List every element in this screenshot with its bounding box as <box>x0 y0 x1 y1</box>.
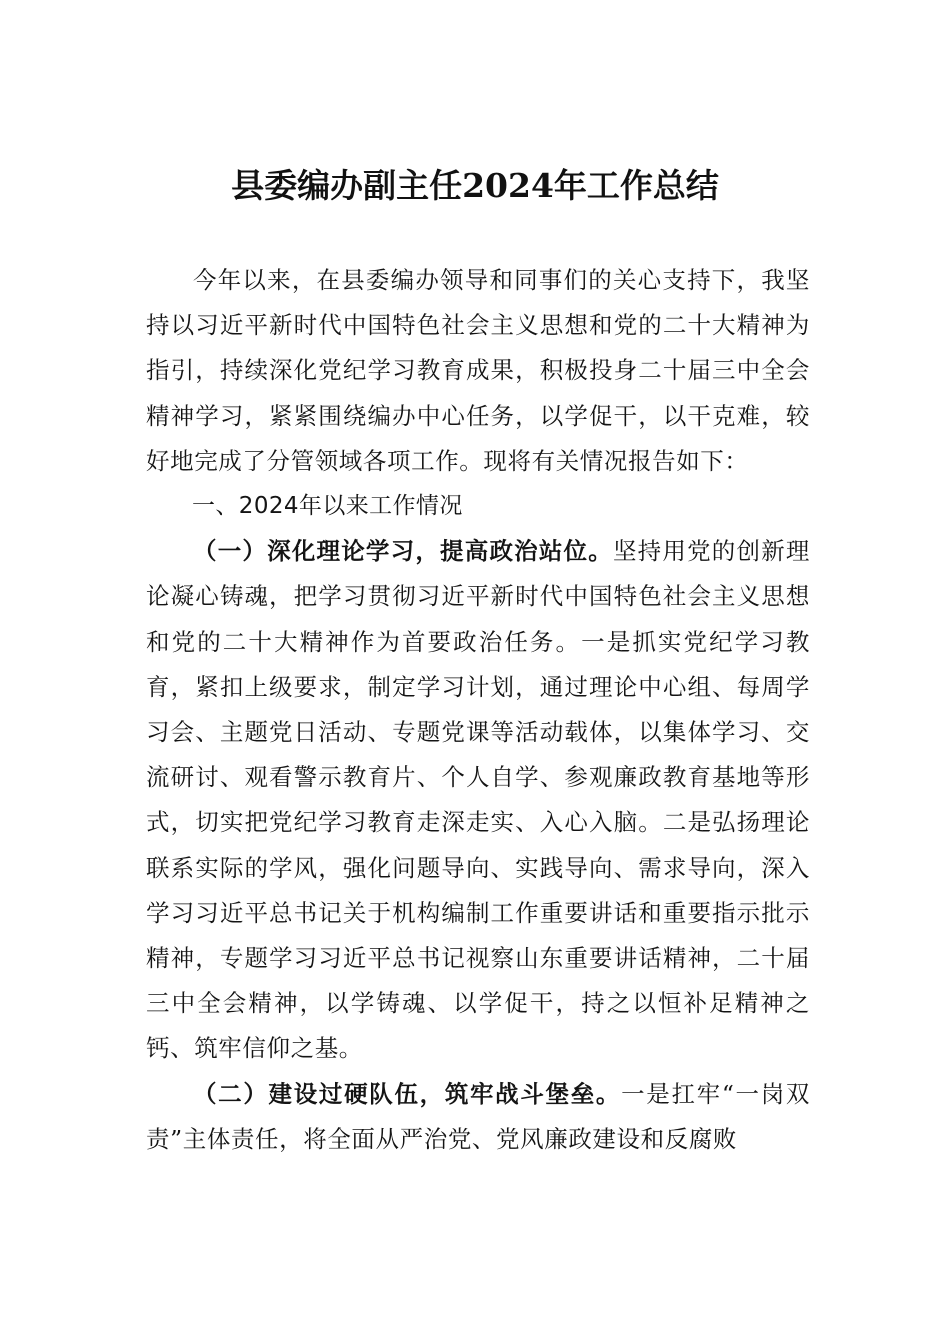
subsection-1-text: 坚持用党的创新理论凝心铸魂，把学习贯彻习近平新时代中国特色社会主义思想和党的二十大精神作为首要政治任务。一是抓实党纪学习教育，紧扣上级要求，制定学习计划，通过理论中心组、每周学习会、主题党日活动、专题党课等活动载体，以集体学习、交流研讨、观看警示教育片、个人自学、参观廉政教育基地等形式，切实把党纪学习教育走深走实、入心入脑。二是弘扬理论联系实际的学风，强化问题导向、实践导向、需求导向，深入学习习近平总书记关于机构编制工作重要讲话和重要指示批示精神，专题学习习近平总书记视察山东重要讲话精神，二十届三中全会精神，以学铸魂、以学促干，持之以恒补足精神之钙、筑牢信仰之基。 <box>146 537 810 1063</box>
document-body <box>146 258 810 1162</box>
subsection-1-heading: （一）深化理论学习，提高政治站位。 <box>193 537 613 566</box>
document-title: 县委编办副主任2024年工作总结 <box>231 166 719 205</box>
subsection-2-text: 一是扛牢“一岗双责”主体责任，将全面从严治党、党风廉政建设和反腐败 <box>146 1079 810 1153</box>
subsection-1-paragraph <box>146 529 810 1071</box>
subsection-2-paragraph <box>146 1072 810 1162</box>
intro-paragraph: 今年以来，在县委编办领导和同事们的关心支持下，我坚持以习近平新时代中国特色社会主义思想和党的二十大精神为指引，持续深化党纪学习教育成果，积极投身二十届三中全会精神学习，紧紧围绕编办中心任务，以学促干，以干克难，较好地完成了分管领域各项工作。现将有关情况报告如下： <box>146 266 810 475</box>
section-heading: 一、2024年以来工作情况 <box>192 493 463 520</box>
subsection-2-heading: （二）建设过硬队伍，筑牢战斗堡垒。 <box>193 1079 622 1108</box>
